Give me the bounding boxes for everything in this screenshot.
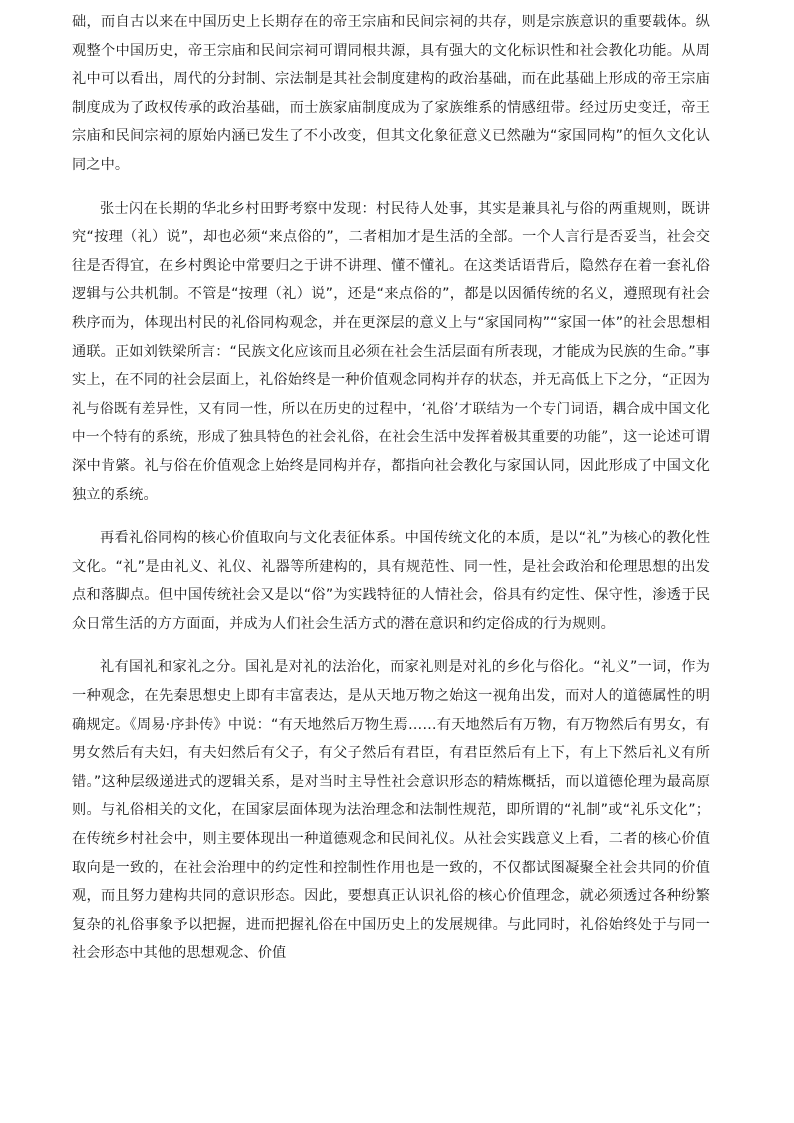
paragraph-2-text-b: ，这一论述可谓深中肯綮。礼与俗在价值观念上始终是同构并存，都指向社会教化与家国认同，因此形成了中国文化独立的系统。 [72, 429, 710, 503]
paragraph-1: 础，而自古以来在中国历史上长期存在的帝王宗庙和民间宗祠的共存，则是宗族意识的重要载体。纵观整个中国历史，帝王宗庙和民间宗祠可谓同根共源，具有强大的文化标识性和社会教化功能。从周礼中可以看出，周代的分封制、宗法制是其社会制度建构的政治基础，而在此基础上形成的帝王宗庙制度成为了政权传承的政治基础，而士族家庙制度成为了家族维系的情感纽带。经过历史变迁，帝王宗庙和民间宗祠的原始内涵已发生了不小改变，但其文化象征意义已然融为“家国同构”的恒久文化认同之中。 [72, 14, 710, 173]
paragraph-4: 礼有国礼和家礼之分。国礼是对礼的法治化，而家礼则是对礼的乡化与俗化。“礼义”一词，作为一种观念，在先秦思想史上即有丰富表达，是从天地万物之始这一视角出发，而对人的道德属性的明确规定。《周易·序卦传》中说：“有天地然后万物生焉……有天地然后有万物，有万物然后有男女，有男女然后有夫妇，有夫妇然后有父子，有父子然后有君臣，有君臣然后有上下，有上下然后礼义有所错。”这种层级递进式的逻辑关系，是对当时主导性社会意识形态的精炼概括，而以道德伦理为最高原则。与礼俗相关的文化，在国家层面体现为法治理念和法制性规范，即所谓的“礼制”或“礼乐文化”；在传统乡村社会中，则主要体现出一种道德观念和民间礼仪。从社会实践意义上看，二者的核心价值取向是一致的，在社会治理中的约定性和控制性作用也是一致的，不仅都试图凝聚全社会共同的价值观，而且努力建构共同的意识形态。因此，要想真正认识礼俗的核心价值理念，就必须透过各种纷繁复杂的礼俗事象予以把握，进而把握礼俗在中国历史上的发展规律。与此同时，礼俗始终处于与同一社会形态中其他的思想观念、价值 [72, 659, 710, 962]
paragraph-2-text-a: 张士闪在长期的华北乡村田野考察中发现：村民待人处事，其实是兼具礼与俗的两重规则，既讲究“按理（礼）说”，却也必须“来点俗的”，二者相加才是生活的全部。一个人言行是否妥当，社会交往是否得宜，在乡村舆论中常要归之于讲不讲理、懂不懂礼。在这类话语背后，隐然存在着一套礼俗逻辑与公共机制。不管是“按理（礼）说”，还是“来点俗的”，都是以因循传统的名义，遵照现有社会秩序而为，体现出村民的礼俗同构观念，并在更深层的意义上与“家国同构”“家国一体”的社会思想相通联。正如刘铁梁所言：“民族文化应该而且必须在社会生活层面有所表现，才能成为民族的生命。”事实上，在不同的社会层面上，礼俗始终是一种价值观念同构并存的状态，并无高低上下之分， [72, 200, 710, 389]
paragraph-2-quote: “正因为礼与俗既有差异性，又有同一性，所以在历史的过程中，‘礼俗’才联结为一个专门词语，耦合成中国文化中一个特有的系统，形成了独具特色的社会礼俗，在社会生活中发挥着极其重要的功能” [72, 372, 710, 446]
paragraph-2 [72, 195, 710, 510]
paragraph-3: 再看礼俗同构的核心价值取向与文化表征体系。中国传统文化的本质，是以“礼”为核心的教化性文化。“礼”是由礼义、礼仪、礼器等所建构的，具有规范性、同一性，是社会政治和伦理思想的出发点和落脚点。但中国传统社会又是以“俗”为实践特征的人情社会，俗具有约定性、保守性，渗透于民众日常生活的方方面面，并成为人们社会生活方式的潜在意识和约定俗成的行为规则。 [72, 530, 710, 632]
